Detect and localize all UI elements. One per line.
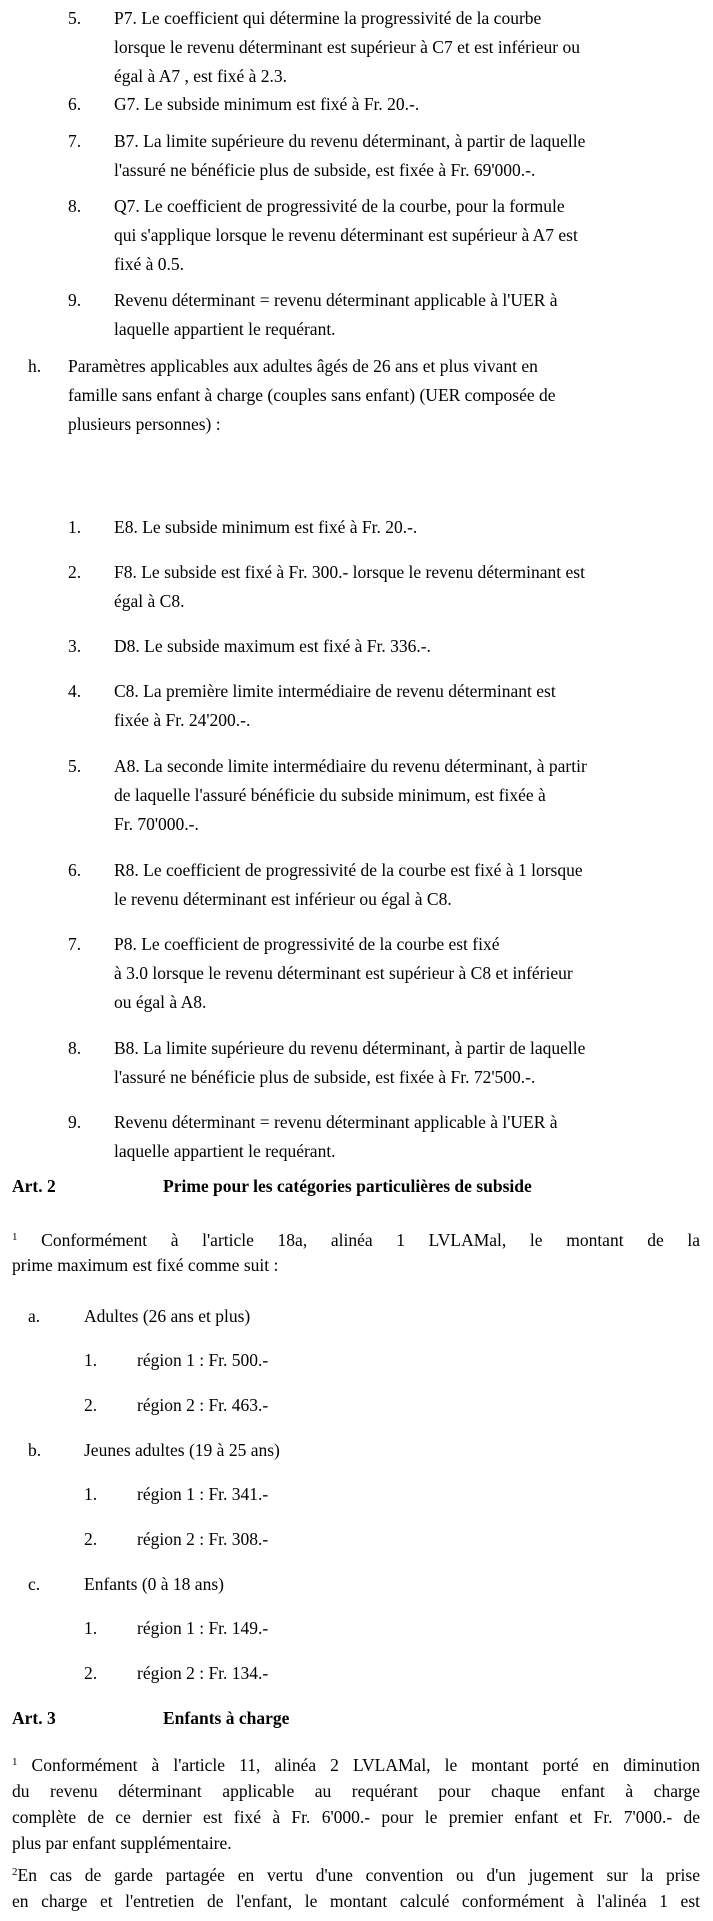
paragraph-line: $^2$En cas de garde partagée en vertu d'une convention ou d'un jugement sur la prise: [12, 1865, 700, 1885]
item-number: 8.: [68, 196, 82, 216]
paragraph-line: plus par enfant supplémentaire.: [12, 1833, 232, 1853]
item-letter: c.: [28, 1574, 41, 1594]
item-text: fixé à 0.5.: [114, 254, 184, 274]
item-text: à 3.0 lorsque le revenu déterminant est supérieur à C8 et inférieur: [114, 963, 573, 983]
item-text: Enfants (0 à 18 ans): [84, 1574, 224, 1594]
article-title: Prime pour les catégories particulières de subside: [163, 1176, 532, 1196]
item-text: B7. La limite supérieure du revenu déterminant, à partir de laquelle: [114, 131, 586, 151]
article-number: Art. 3: [12, 1708, 56, 1728]
item-number: 6.: [68, 860, 82, 880]
item-number: 4.: [68, 681, 82, 701]
paragraph-number: 1: [12, 1756, 18, 1768]
list-item: [0, 4, 713, 94]
item-number: 5.: [68, 8, 82, 28]
item-text: le revenu déterminant est inférieur ou égal à C8.: [114, 889, 452, 909]
item-text: fixée à Fr. 24'200.-.: [114, 710, 251, 730]
item-text: Jeunes adultes (19 à 25 ans): [84, 1440, 280, 1460]
item-text: laquelle appartient le requérant.: [114, 319, 336, 339]
item-text: égal à A7 , est fixé à 2.3.: [114, 66, 288, 86]
item-number: 2.: [84, 1529, 98, 1549]
item-text: l'assuré ne bénéficie plus de subside, est fixée à Fr. 69'000.-.: [114, 160, 536, 180]
article-2-paragraph-1: [12, 1226, 700, 1280]
item-number: 1.: [84, 1350, 98, 1370]
item-number: 2.: [84, 1395, 98, 1415]
item-text: région 2 : Fr. 463.-: [137, 1395, 269, 1415]
item-number: 9.: [68, 290, 82, 310]
item-text: région 1 : Fr. 500.-: [137, 1350, 269, 1370]
item-number: 9.: [68, 1112, 82, 1132]
item-number: 6.: [68, 94, 82, 114]
item-text: A8. La seconde limite intermédiaire du revenu déterminant, à partir: [114, 756, 587, 776]
article-number: Art. 2: [12, 1176, 56, 1196]
item-number: 1.: [84, 1484, 98, 1504]
item-text: F8. Le subside est fixé à Fr. 300.- lorsque le revenu déterminant est: [114, 562, 585, 582]
paragraph-line: $^1$ Conformément à l'article 18a, alinéa 1 LVLAMal, le montant de la: [12, 1230, 701, 1250]
item-text: Revenu déterminant = revenu déterminant applicable à l'UER à: [114, 290, 558, 310]
section-text: famille sans enfant à charge (couples sans enfant) (UER composée de: [68, 385, 556, 405]
item-number: 5.: [68, 756, 82, 776]
article-3-paragraph-1: [12, 1752, 700, 1856]
item-number: 1.: [84, 1618, 98, 1638]
item-number: 7.: [68, 131, 82, 151]
item-text: lorsque le revenu déterminant est supérieur à C7 et est inférieur ou: [114, 37, 581, 57]
item-number: 8.: [68, 1038, 82, 1058]
item-text: région 2 : Fr. 308.-: [137, 1529, 269, 1549]
item-text: G7. Le subside minimum est fixé à Fr. 20.-.: [114, 94, 420, 114]
article-3-paragraph-2: [12, 1862, 700, 1914]
item-text: région 1 : Fr. 149.-: [137, 1618, 269, 1638]
paragraph-number: 1: [12, 1231, 18, 1243]
item-text: R8. Le coefficient de progressivité de la courbe est fixé à 1 lorsque: [114, 860, 583, 880]
item-text: laquelle appartient le requérant.: [114, 1141, 336, 1161]
paragraph-line: du revenu déterminant applicable au requérant pour chaque enfant à charge: [12, 1781, 700, 1801]
item-text: B8. La limite supérieure du revenu déterminant, à partir de laquelle: [114, 1038, 586, 1058]
item-text: l'assuré ne bénéficie plus de subside, est fixée à Fr. 72'500.-.: [114, 1067, 536, 1087]
paragraph-line: prime maximum est fixé comme suit :: [12, 1255, 279, 1275]
section-letter: h.: [28, 356, 42, 376]
item-text: région 1 : Fr. 341.-: [137, 1484, 269, 1504]
item-text: P7. Le coefficient qui détermine la progressivité de la courbe: [114, 8, 542, 28]
item-text: P8. Le coefficient de progressivité de la courbe est fixé: [114, 934, 500, 954]
item-text: Revenu déterminant = revenu déterminant applicable à l'UER à: [114, 1112, 558, 1132]
item-number: 2.: [84, 1663, 98, 1683]
paragraph-line: $^1$ Conformément à l'article 11, alinéa 2 LVLAMal, le montant porté en diminution: [12, 1755, 700, 1775]
item-text: E8. Le subside minimum est fixé à Fr. 20.-.: [114, 517, 418, 537]
item-number: 2.: [68, 562, 82, 582]
paragraph-line: complète de ce dernier est fixé à Fr. 6'000.- pour le premier enfant et Fr. 7'000.- de: [12, 1807, 700, 1827]
item-number: 7.: [68, 934, 82, 954]
item-number: 1.: [68, 517, 82, 537]
item-text: égal à C8.: [114, 591, 185, 611]
article-title: Enfants à charge: [163, 1708, 290, 1728]
paragraph-number: 2: [12, 1866, 18, 1878]
item-letter: b.: [28, 1440, 42, 1460]
item-text: de laquelle l'assuré bénéficie du subside minimum, est fixée à: [114, 785, 546, 805]
item-text: Fr. 70'000.-.: [114, 814, 199, 834]
item-text: Q7. Le coefficient de progressivité de la courbe, pour la formule: [114, 196, 565, 216]
item-text: D8. Le subside maximum est fixé à Fr. 336.-.: [114, 636, 431, 656]
item-text: qui s'applique lorsque le revenu déterminant est supérieur à A7 est: [114, 225, 578, 245]
section-text: plusieurs personnes) :: [68, 414, 221, 434]
item-text: Adultes (26 ans et plus): [84, 1306, 251, 1326]
section-text: Paramètres applicables aux adultes âgés de 26 ans et plus vivant en: [68, 356, 538, 376]
item-number: 3.: [68, 636, 82, 656]
paragraph-line: en charge et l'entretien de l'enfant, le montant calculé conformément à l'alinéa 1 est: [12, 1891, 700, 1911]
item-text: C8. La première limite intermédiaire de revenu déterminant est: [114, 681, 556, 701]
item-letter: a.: [28, 1306, 41, 1326]
item-text: ou égal à A8.: [114, 992, 207, 1012]
item-text: région 2 : Fr. 134.-: [137, 1663, 269, 1683]
